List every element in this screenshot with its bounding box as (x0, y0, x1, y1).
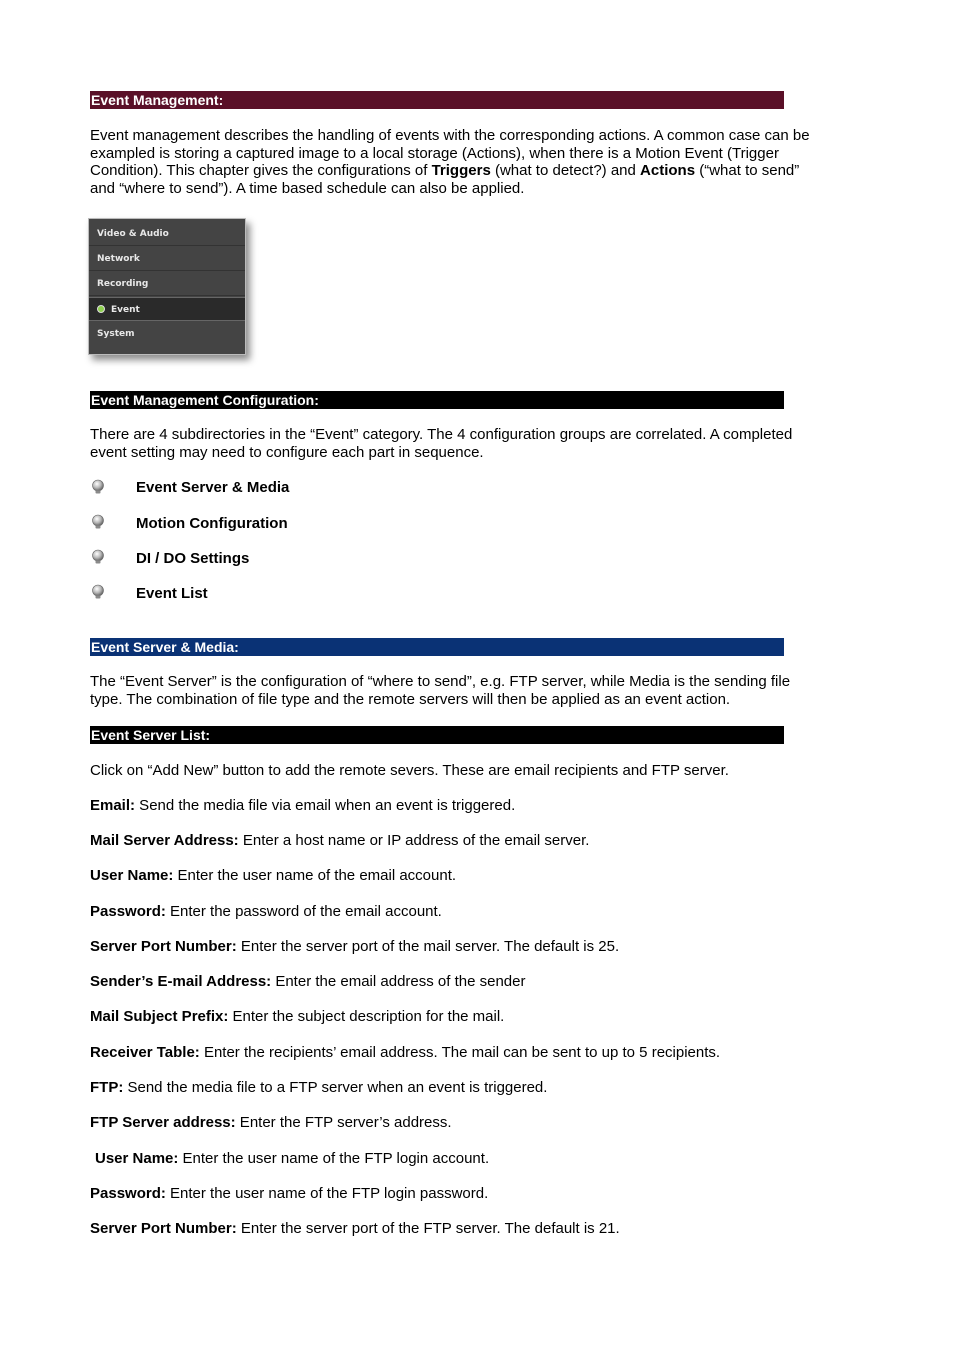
definition-text: Enter the email address of the sender (271, 973, 526, 990)
definition-item (90, 1114, 452, 1132)
section-header-event-server-media: Event Server & Media: (90, 638, 784, 656)
definition-label: Mail Server Address: (90, 832, 239, 849)
definition-text: Enter the user name of the FTP login account. (178, 1150, 490, 1167)
paragraph-line: The “Event Server” is the configuration of “where to send”, e.g. FTP server, while Media is the sending file (90, 673, 791, 690)
definition-item (90, 797, 515, 815)
definition-label: Server Port Number: (90, 1220, 237, 1237)
menu-item-network: Network (89, 247, 245, 271)
definition-label: FTP: (90, 1079, 124, 1096)
section-header-event-management-configuration: Event Management Configuration: (90, 391, 784, 409)
definition-item (90, 1220, 620, 1238)
definition-text: Send the media file to a FTP server when an event is triggered. (123, 1079, 548, 1096)
definition-item (90, 973, 525, 991)
settings-menu-screenshot (88, 218, 246, 355)
definition-text: Enter the subject description for the mail. (228, 1008, 505, 1025)
definition-text: Enter the server port of the FTP server. The default is 21. (236, 1220, 620, 1237)
definition-label: Receiver Table: (90, 1044, 200, 1061)
definition-text: Enter a host name or IP address of the email server. (238, 832, 590, 849)
definition-text: Enter the user name of the FTP login password. (165, 1185, 489, 1202)
definition-label: FTP Server address: (90, 1114, 236, 1131)
bold-term-actions: Actions (640, 162, 696, 179)
section-header-event-management: Event Management: (90, 91, 784, 109)
bullet-event-list: Event List (136, 585, 208, 602)
text-run: (“what to send” (695, 162, 800, 179)
definition-label: Mail Subject Prefix: (90, 1008, 229, 1025)
paragraph-line: type. The combination of file type and the remote servers will then be applied as an event action. (90, 691, 731, 708)
section-header-event-server-list: Event Server List: (90, 726, 784, 744)
menu-item-label: Event (111, 305, 140, 315)
definition-item (90, 1008, 504, 1026)
definition-item (90, 938, 619, 956)
menu-item-video-audio: Video & Audio (89, 222, 245, 246)
menu-item-event (89, 297, 245, 321)
definition-item (90, 903, 442, 921)
definition-label: Sender’s E-mail Address: (90, 973, 272, 990)
definition-item (90, 1185, 488, 1203)
paragraph-line: Event management describes the handling of events with the corresponding actions. A common case can be (90, 127, 810, 144)
definition-label: User Name: (95, 1150, 179, 1167)
definition-label: Password: (90, 903, 166, 920)
definition-item (90, 867, 456, 885)
definition-label: User Name: (90, 867, 174, 884)
bullet-motion-configuration: Motion Configuration (136, 515, 288, 532)
definition-text: Enter the recipients’ email address. The mail can be sent to up to 5 recipients. (199, 1044, 721, 1061)
bullet-di-do-settings: DI / DO Settings (136, 550, 250, 567)
definition-text: Enter the server port of the mail server. The default is 25. (236, 938, 620, 955)
definition-text: Enter the password of the email account. (165, 903, 442, 920)
definition-label: Password: (90, 1185, 166, 1202)
paragraph-line: and “where to send”). A time based schedule can also be applied. (90, 180, 525, 197)
definition-item (90, 1079, 547, 1097)
definition-label: Server Port Number: (90, 938, 237, 955)
bulb-bullet-icon (90, 514, 106, 530)
definition-text: Enter the FTP server’s address. (235, 1114, 452, 1131)
definition-label: Email: (90, 797, 136, 814)
menu-item-system: System (97, 329, 135, 339)
paragraph-line: There are 4 subdirectories in the “Event” category. The 4 configuration groups are correlated. A completed (90, 426, 793, 443)
bullet-event-server-media: Event Server & Media (136, 479, 290, 496)
paragraph-line: Click on “Add New” button to add the remote severs. These are email recipients and FTP server. (90, 762, 729, 779)
paragraph-line: event setting may need to configure each part in sequence. (90, 444, 484, 461)
definition-item (90, 832, 589, 850)
paragraph-line: exampled is storing a captured image to a local storage (Actions), when there is a Motion Event (Trigger (90, 145, 779, 162)
bulb-bullet-icon (90, 584, 106, 600)
definition-text: Send the media file via email when an event is triggered. (135, 797, 516, 814)
bulb-bullet-icon (90, 549, 106, 565)
definition-text: Enter the user name of the email account. (173, 867, 457, 884)
bold-term-triggers: Triggers (431, 162, 491, 179)
bulb-bullet-icon (90, 479, 106, 495)
definition-item (95, 1150, 489, 1168)
paragraph-line (90, 162, 799, 180)
definition-item (90, 1044, 720, 1062)
active-dot-icon (97, 305, 105, 313)
menu-item-recording: Recording (89, 272, 245, 296)
text-run: Condition). This chapter gives the configurations of (90, 162, 432, 179)
text-run: (what to detect?) and (490, 162, 641, 179)
